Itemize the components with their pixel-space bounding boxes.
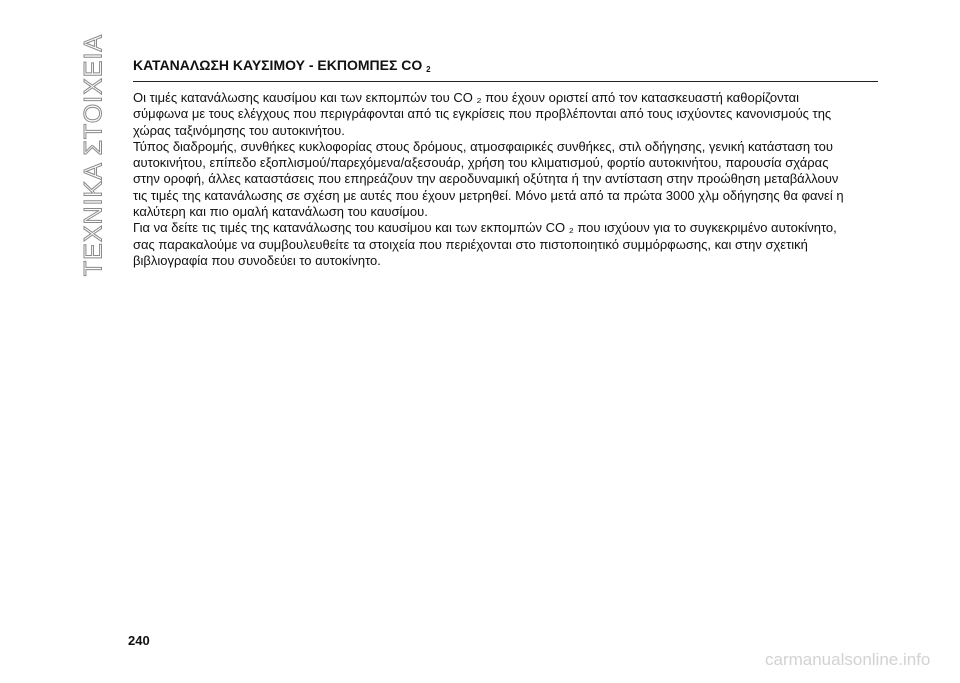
section-title bbox=[133, 56, 878, 82]
paragraph-1 bbox=[133, 90, 878, 139]
paragraph-line: καλύτερη και πιο ομαλή κατανάλωση του καυσίμου. bbox=[133, 204, 428, 220]
watermark: carmanualsonline.info bbox=[765, 650, 931, 669]
section-title-text: ΚΑΤΑΝΑΛΩΣΗ ΚΑΥΣΙΜΟΥ - ΕΚΠΟΜΠΕΣ CO bbox=[133, 57, 423, 73]
paragraph-line: σύμφωνα με τους ελέγχους που περιγράφονται από τις εγκρίσεις που προβλέπονται από τους ισχύοντες κανονισμούς της bbox=[133, 106, 832, 122]
section-title-subscript: 2 bbox=[426, 65, 431, 74]
paragraph-line: Για να δείτε τις τιμές της κατανάλωσης του καυσίμου και των εκπομπών CO ₂ που ισχύουν για το συγκεκριμένο αυτοκίνητο, bbox=[133, 220, 837, 236]
section-side-tab bbox=[79, 33, 108, 277]
paragraph-2 bbox=[133, 139, 878, 220]
paragraph-line: στην οροφή, άλλες καταστάσεις που επηρεάζουν την αεροδυναμική οξύτητα ή την αντίσταση στην προώθηση μεταβάλλουν bbox=[133, 171, 839, 187]
paragraph-3 bbox=[133, 220, 878, 269]
paragraph-line: τις τιμές της κατανάλωσης σε σχέση με αυτές που έχουν μετρηθεί. Μόνο μετά από τα πρώτα 3000 χλμ οδήγησης θα φανεί η bbox=[133, 187, 844, 203]
paragraph-line: Οι τιμές κατανάλωσης καυσίμου και των εκπομπών του CO ₂ που έχουν οριστεί από τον κατασκευαστή καθορίζονται bbox=[133, 90, 799, 105]
paragraphs bbox=[133, 90, 878, 269]
paragraph-line: αυτοκινήτου, επίπεδο εξοπλισμού/παρεχόμενα/αξεσουάρ, χρήση του κλιματισμού, φορτίο αυτοκινήτου, παρουσία σχάρας bbox=[133, 155, 829, 171]
paragraph-line: βιβλιογραφία που συνοδεύει το αυτοκίνητο. bbox=[133, 252, 381, 268]
paragraph-line: Τύπος διαδρομής, συνθήκες κυκλοφορίας στους δρόμους, ατμοσφαιρικές συνθήκες, στιλ οδήγησης, γενική κατάσταση του bbox=[133, 138, 834, 154]
paragraph-line: σας παρακαλούμε να συμβουλευθείτε τα στοιχεία που περιέχονται στο πιστοποιητικό συμμόρφωσης, και στην σχετική bbox=[133, 236, 808, 252]
section-side-tab-label: ΤΕΧΝΙΚΑ ΣΤΟΙΧΕΙΑ bbox=[79, 33, 108, 277]
content bbox=[133, 56, 878, 269]
page-number: 240 bbox=[128, 633, 150, 648]
paragraph-line: χώρας ταξινόμησης του αυτοκινήτου. bbox=[133, 122, 345, 138]
